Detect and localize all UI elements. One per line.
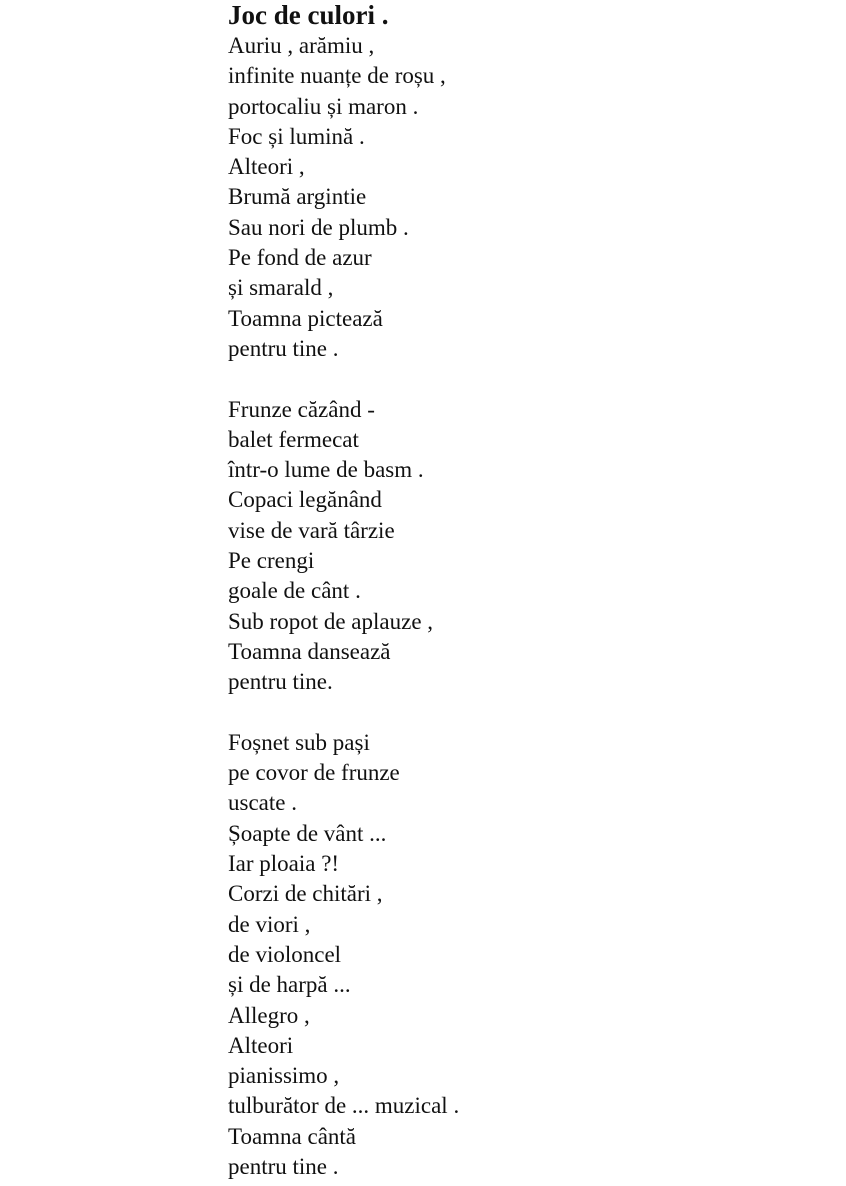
poem-line: Allegro , (228, 1002, 310, 1028)
poem-line: tulburător de ... muzical . (228, 1093, 460, 1119)
poem-line: goale de cânt . (228, 578, 361, 604)
poem-line: de viori , (228, 911, 311, 937)
poem-line: Brumă argintie (228, 184, 367, 210)
poem-line: Foc și lumină . (228, 123, 365, 149)
poem-line: balet fermecat (228, 426, 359, 452)
poem-line: vise de vară târzie (228, 517, 395, 543)
poem-line: Pe fond de azur (228, 245, 372, 271)
poem-line: Toamna cântă (228, 1123, 357, 1149)
poem-line: Foșnet sub pași (228, 729, 370, 755)
stanza-1 (228, 31, 828, 364)
poem-line: portocaliu și maron . (228, 93, 419, 119)
poem-line: Auriu , arămiu , (228, 33, 375, 58)
poem-line: pentru tine. (228, 669, 333, 695)
poem-line: Iar ploaia ?! (228, 851, 340, 877)
poem (228, 0, 828, 1182)
poem-line: Corzi de chitări , (228, 881, 383, 907)
poem-line: Alteori (228, 1032, 294, 1058)
poem-line: Toamna dansează (228, 638, 391, 664)
poem-body (228, 31, 828, 1182)
poem-line: pentru tine . (228, 335, 339, 361)
poem-line: într-o lume de basm . (228, 457, 424, 483)
poem-line: infinite nuanțe de roșu , (228, 63, 446, 89)
poem-line: Șoapte de vânt ... (228, 820, 387, 846)
poem-line: Sub ropot de aplauze , (228, 608, 434, 634)
poem-line: pe covor de frunze (228, 760, 400, 786)
poem-line: Pe crengi (228, 548, 315, 574)
poem-line: Copaci legănând (228, 487, 382, 513)
poem-line: și smarald , (228, 275, 334, 301)
poem-line: și de harpă ... (228, 972, 351, 998)
poem-line: Toamna pictează (228, 305, 383, 331)
poem-line: de violoncel (228, 941, 342, 967)
stanza-3 (228, 728, 828, 1182)
poem-line: Frunze căzând - (228, 396, 375, 422)
poem-line: Sau nori de plumb . (228, 214, 409, 240)
poem-line: Alteori , (228, 154, 305, 180)
poem-line: pentru tine . (228, 1153, 339, 1179)
poem-line: pianissimo , (228, 1063, 340, 1089)
stanza-2 (228, 395, 828, 698)
poem-line: uscate . (228, 790, 297, 816)
poem-title: Joc de culori . (228, 0, 389, 30)
